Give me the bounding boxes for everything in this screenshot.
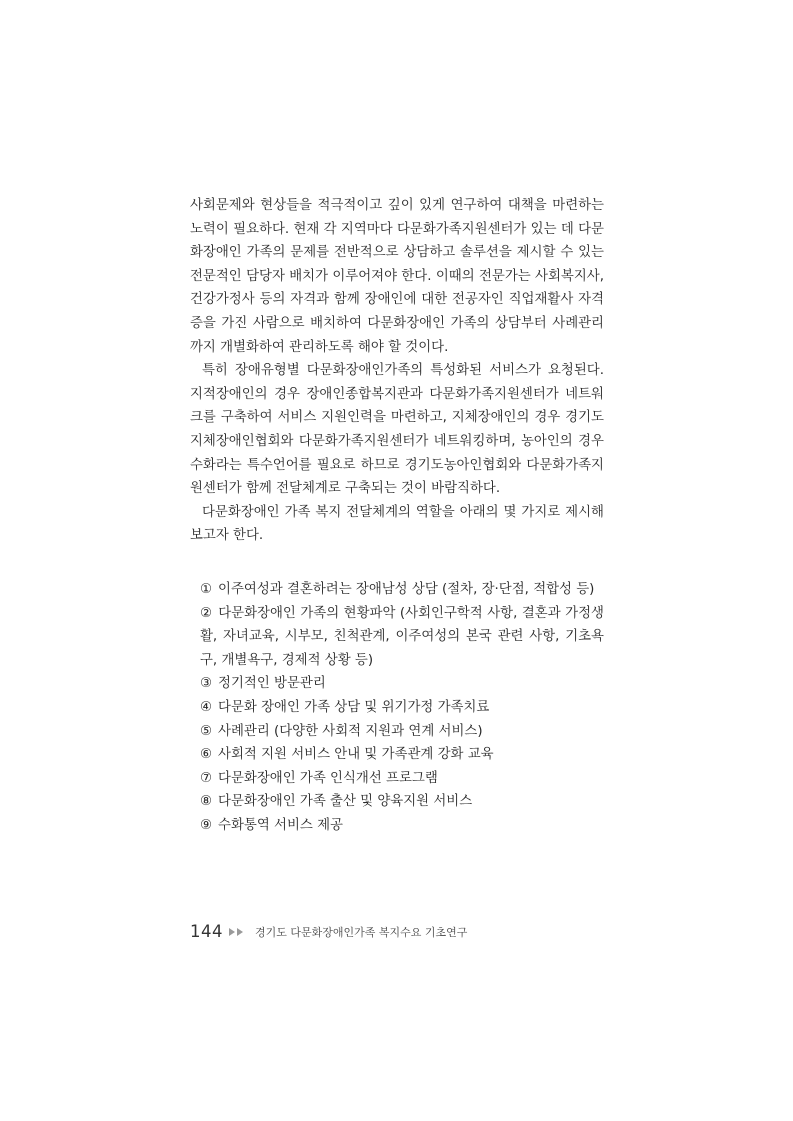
list-item-text: 다문화 장애인 가족 상담 및 위기가정 가족치료 [218,699,490,715]
list-item [200,743,604,767]
list-item-number: ⑥ [200,747,213,763]
list-item [200,814,604,838]
running-title: 경기도 다문화장애인가족 복지수요 기초연구 [255,925,468,939]
body-text [190,194,604,548]
list-item-number: ⑧ [200,794,213,810]
list-item-text: 다문화장애인 가족의 현황파악 (사회인구학적 사항, 결혼과 가정생활, 자녀교육, 시부모, 친척관계, 이주여성의 본국 관련 사항, 기초욕구, 개별욕구, 경제적 상황 등) [200,605,604,668]
list-item [200,672,604,696]
list-item-number: ⑨ [200,817,213,833]
double-right-triangle-icon [229,928,245,936]
list-item-text: 정기적인 방문관리 [218,676,326,692]
list-item-text: 다문화장애인 가족 인식개선 프로그램 [218,770,438,786]
list-item-number: ③ [200,676,213,692]
list-item-text: 사회적 지원 서비스 안내 및 가족관계 강화 교육 [218,747,494,763]
list-item-number: ⑦ [200,770,213,786]
paragraph-1: 사회문제와 현상들을 적극적이고 깊이 있게 연구하여 대책을 마련하는 노력이 필요하다. 현재 각 지역마다 다문화가족지원센터가 있는 데 다문화장애인 가족의 문제를 전반적으로 상담하고 솔루션을 제시할 수 있는 전문적인 담당자 배치가 이루어져야 한다. 이때의 전문가는 사회복지사, 건강가정사 등의 자격과 함께 장애인에 대한 전공자인 직업재활사 자격증을 가진 사람으로 배치하여 다문화장애인 가족의 상담부터 사례관리까지 개별화하여 관리하도록 해야 할 것이다. [190,198,604,355]
page-footer [190,922,467,941]
list-item-text: 다문화장애인 가족 출산 및 양육지원 서비스 [218,794,473,810]
list-item [200,602,604,673]
list-item-number: ② [200,605,213,621]
list-item [200,720,604,744]
page-number: 144 [190,922,223,941]
list-item-text: 이주여성과 결혼하려는 장애남성 상담 (절차, 장·단점, 적합성 등) [218,582,595,597]
list-item [200,578,604,602]
list-item-text: 사례관리 (다양한 사회적 지원과 연계 서비스) [218,723,483,739]
list-item-number: ① [200,582,213,597]
list-item-text: 수화통역 서비스 제공 [218,817,343,833]
role-list [200,578,604,838]
list-item-number: ⑤ [200,723,213,739]
paragraph-3: 다문화장애인 가족 복지 전달체계의 역할을 아래의 몇 가지로 제시해 보고자 한다. [190,504,604,544]
list-item [200,767,604,791]
list-item-number: ④ [200,699,213,715]
list-item [200,790,604,814]
paragraph-2: 특히 장애유형별 다문화장애인가족의 특성화된 서비스가 요청된다. 지적장애인의 경우 장애인종합복지관과 다문화가족지원센터가 네트워크를 구축하여 서비스 지원인력을 마련하고, 지체장애인의 경우 경기도 지체장애인협회와 다문화가족지원센터가 네트워킹하며, 농아인의 경우 수화라는 특수언어를 필요로 하므로 경기도농아인협회와 다문화가족지원센터가 함께 전달체계로 구축되는 것이 바람직하다. [190,363,604,497]
list-item [200,696,604,720]
